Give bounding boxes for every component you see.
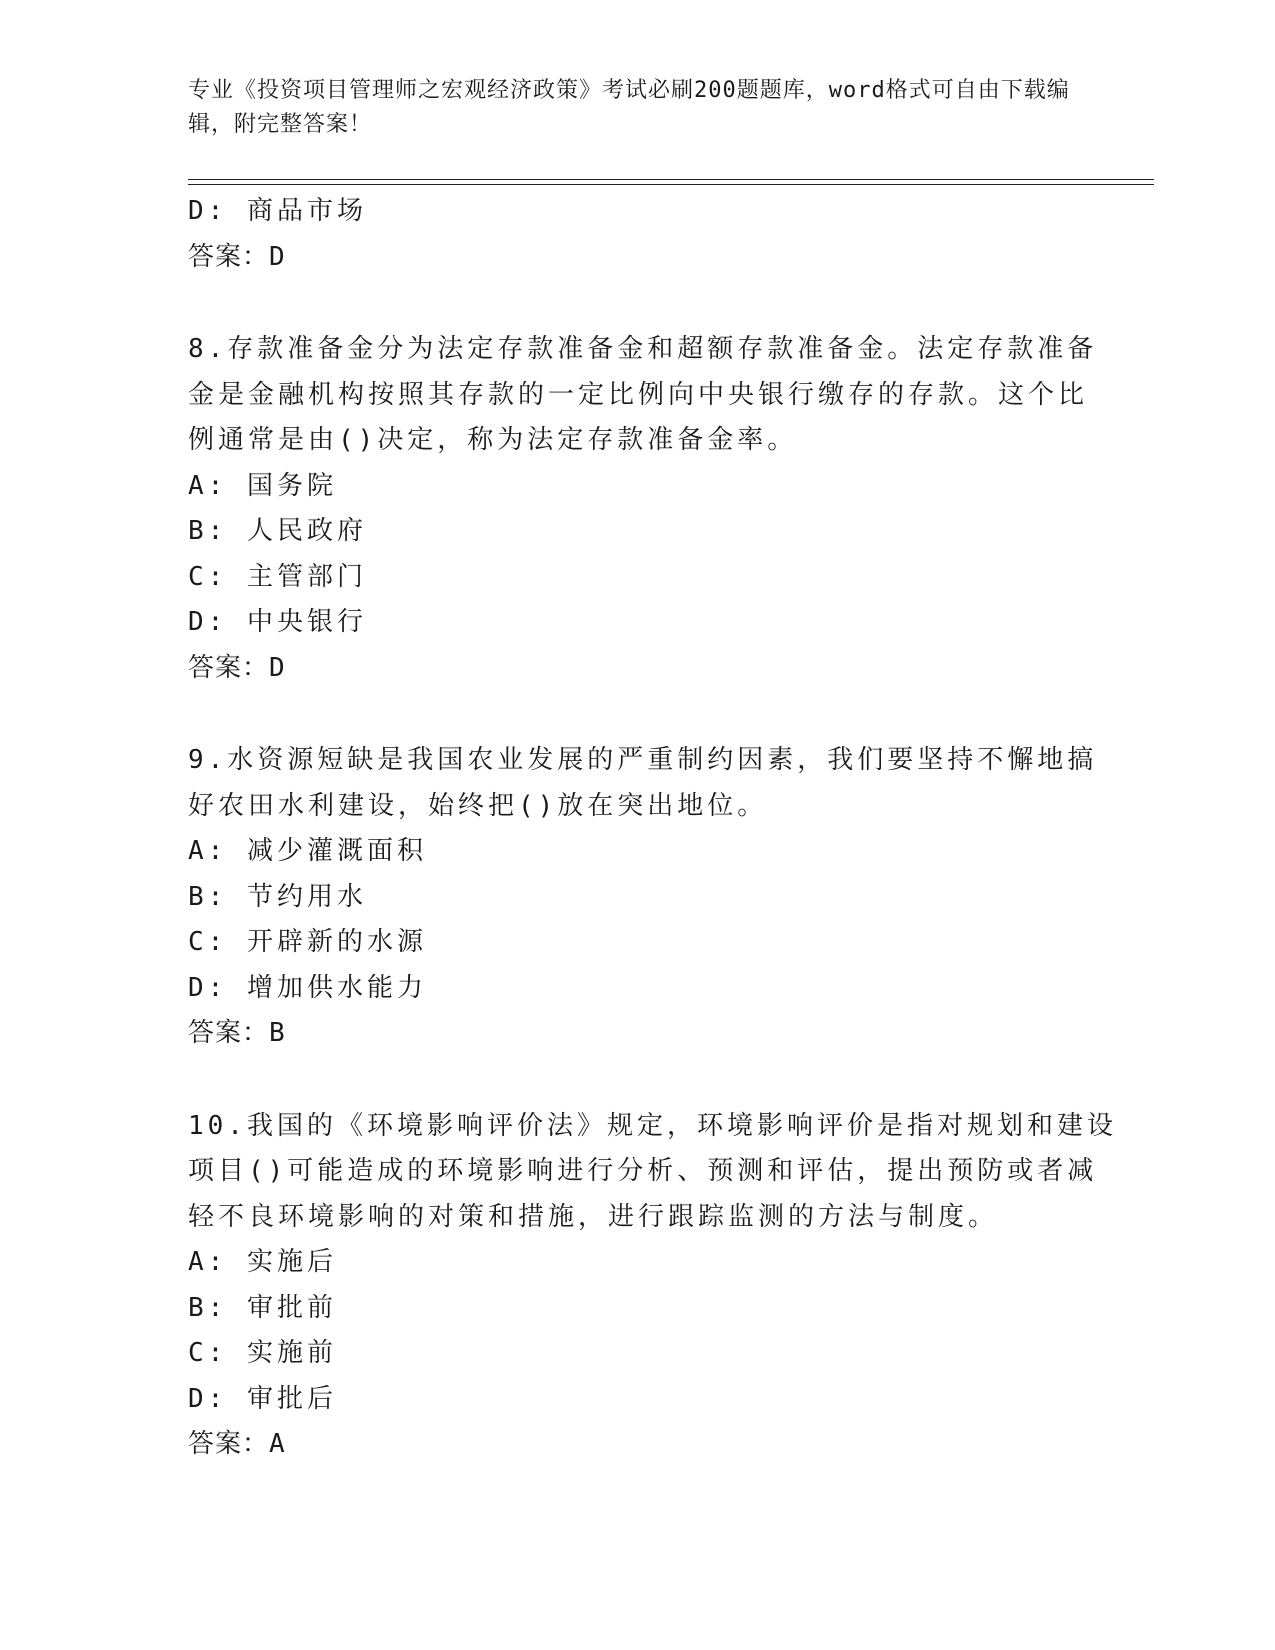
option-d: D: 增加供水能力	[188, 972, 427, 1003]
question-stem-line: 轻不良环境影响的对策和措施，进行跟踪监测的方法与制度。	[188, 1201, 999, 1232]
header-divider-top	[188, 179, 1154, 180]
answer-line: 答案：B	[188, 1018, 286, 1048]
question-stem-line: 好农田水利建设，始终把()放在突出地位。	[188, 790, 768, 821]
question-stem-line: 例通常是由()决定，称为法定存款准备金率。	[188, 425, 798, 455]
option-a: A: 实施后	[188, 1247, 337, 1277]
option-b: B: 节约用水	[188, 881, 367, 912]
answer-line: 答案：A	[188, 1429, 286, 1459]
question-stem-line: 金是金融机构按照其存款的一定比例向中央银行缴存的存款。这个比	[188, 379, 1089, 410]
option-a: A: 国务院	[188, 470, 337, 501]
option-c: C: 开辟新的水源	[188, 927, 427, 957]
option-a: A: 减少灌溉面积	[188, 836, 427, 866]
question-stem-line: 10.我国的《环境影响评价法》规定，环境影响评价是指对规划和建设	[188, 1110, 1117, 1141]
option-b: B: 审批前	[188, 1292, 337, 1323]
question-list	[188, 189, 1117, 1468]
question-stem-line: 8.存款准备金分为法定存款准备金和超额存款准备金。法定存款准备	[188, 334, 1098, 364]
spacer	[188, 691, 1088, 738]
question-10	[188, 1104, 1117, 1468]
question-stem-line: 9.水资源短缺是我国农业发展的严重制约因素，我们要坚持不懈地搞	[188, 745, 1098, 775]
question-partial	[188, 189, 1088, 280]
question-stem-line: 项目()可能造成的环境影响进行分析、预测和评估，提出预防或者减	[188, 1156, 1098, 1186]
question-9	[188, 738, 1098, 1057]
option-c: C: 实施前	[188, 1338, 337, 1368]
question-8	[188, 327, 1098, 691]
spacer	[188, 1057, 1088, 1104]
spacer	[188, 280, 1088, 327]
answer-line: 答案：D	[188, 241, 286, 272]
option-b: B: 人民政府	[188, 516, 367, 546]
answer-line: 答案：D	[188, 652, 286, 683]
option-d: D: 商品市场	[188, 196, 367, 226]
header-divider-bottom	[188, 184, 1154, 185]
document-header: 专业《投资项目管理师之宏观经济政策》考试必刷200题题库，word格式可自由下载编辑，附完整答案！	[188, 78, 1070, 137]
option-d: D: 中央银行	[188, 607, 367, 637]
option-d: D: 审批后	[188, 1383, 337, 1414]
option-c: C: 主管部门	[188, 561, 367, 592]
